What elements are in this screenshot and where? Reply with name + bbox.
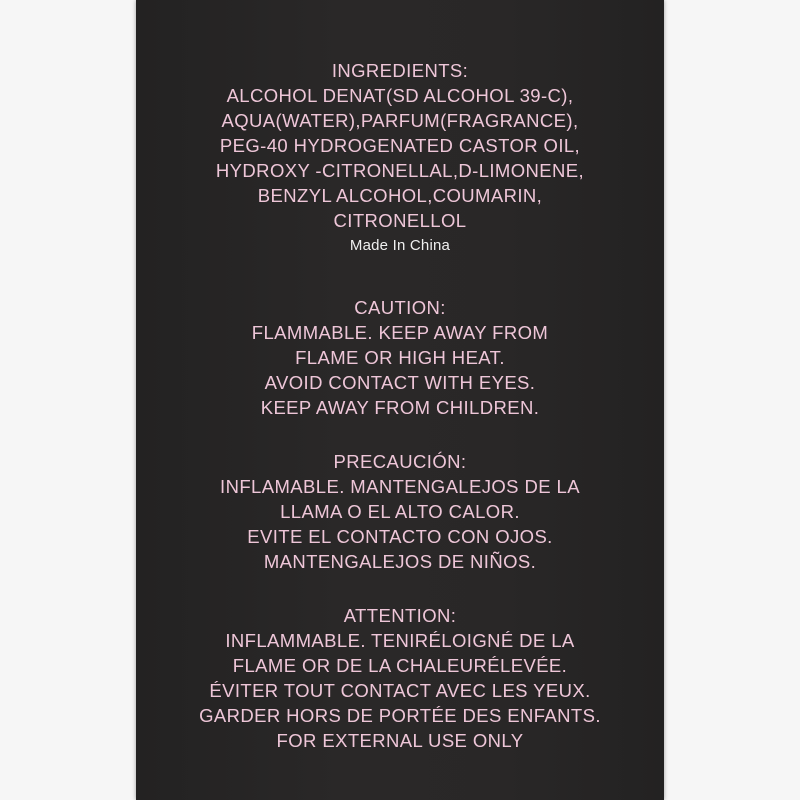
packaging-box-face	[136, 0, 664, 800]
precaucion-line: EVITE EL CONTACTO CON OJOS.	[247, 526, 553, 547]
attention-line: FLAME OR DE LA CHALEURÉLEVÉE.	[232, 655, 568, 676]
caution-line: AVOID CONTACT WITH EYES.	[264, 372, 536, 393]
precaucion-section	[136, 449, 664, 574]
ingredients-section	[136, 58, 664, 258]
attention-line: FOR EXTERNAL USE ONLY	[276, 730, 524, 751]
attention-line: GARDER HORS DE PORTÉE DES ENFANTS.	[199, 705, 601, 726]
caution-line: FLAME OR HIGH HEAT.	[295, 347, 505, 368]
precaucion-line: INFLAMABLE. MANTENGALEJOS DE LA	[220, 476, 580, 497]
caution-line: KEEP AWAY FROM CHILDREN.	[260, 397, 540, 418]
precaucion-heading: PRECAUCIÓN:	[333, 451, 467, 472]
precaucion-line: MANTENGALEJOS DE NIÑOS.	[263, 551, 537, 572]
ingredients-line: CITRONELLOL	[333, 210, 467, 231]
ingredients-line: ALCOHOL DENAT(SD ALCOHOL 39-C),	[226, 85, 574, 106]
ingredients-line: PEG-40 HYDROGENATED CASTOR OIL,	[219, 135, 581, 156]
caution-heading: CAUTION:	[354, 297, 446, 318]
attention-line: ÉVITER TOUT CONTACT AVEC LES YEUX.	[209, 680, 591, 701]
caution-line: FLAMMABLE. KEEP AWAY FROM	[251, 322, 549, 343]
attention-line: INFLAMMABLE. TENIRÉLOIGNÉ DE LA	[225, 630, 575, 651]
precaucion-line: LLAMA O EL ALTO CALOR.	[280, 501, 520, 522]
ingredients-line: HYDROXY -CITRONELLAL,D-LIMONENE,	[215, 160, 585, 181]
ingredients-heading: INGREDIENTS:	[331, 60, 469, 81]
ingredients-line: AQUA(WATER),PARFUM(FRAGRANCE),	[221, 110, 579, 131]
caution-section	[136, 295, 664, 420]
attention-section	[136, 603, 664, 753]
attention-heading: ATTENTION:	[343, 605, 457, 626]
origin-text: Made In China	[349, 237, 451, 254]
ingredients-line: BENZYL ALCOHOL,COUMARIN,	[257, 185, 543, 206]
